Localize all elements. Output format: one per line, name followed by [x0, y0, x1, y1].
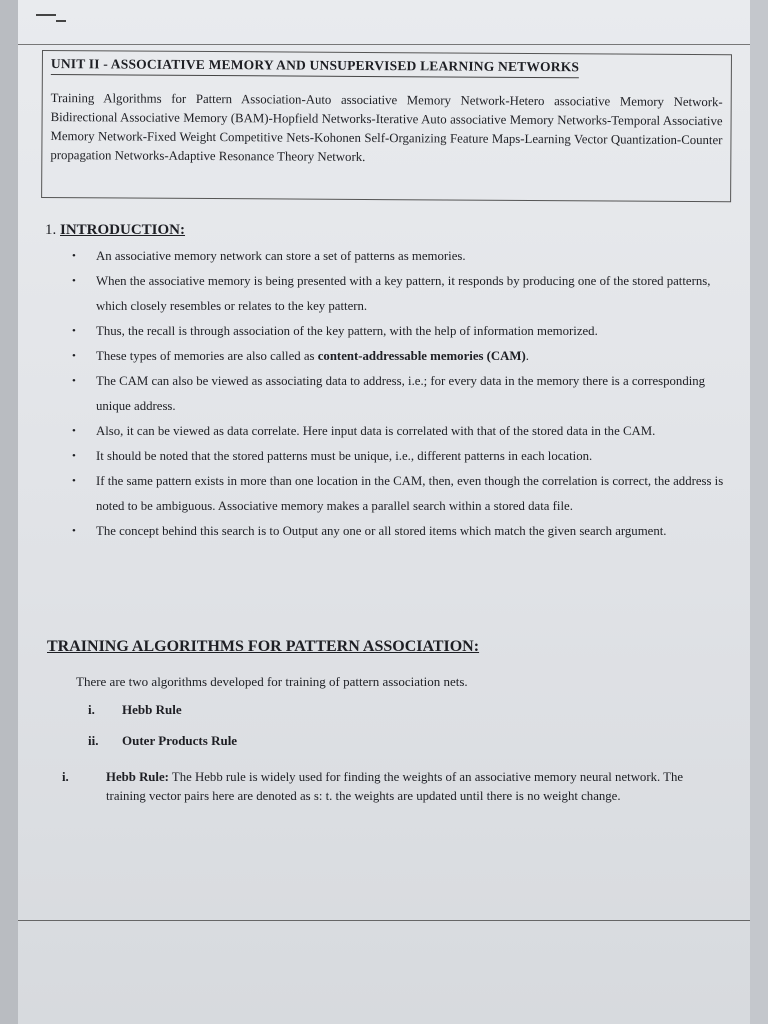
hebb-rule-text: The Hebb rule is widely used for finding the weights of an associative memory neural network. The training vector pairs here are denoted as s: t. the weights are updated until there is no weight change.: [106, 770, 684, 803]
bullet-text: Also, it can be viewed as data correlate. Here input data is correlated with that of the stored data in the CAM.: [96, 424, 656, 438]
bullet-text: Thus, the recall is through association of the key pattern, with the help of information memorized.: [96, 324, 598, 338]
list-item: [72, 344, 728, 369]
document-page: [18, 0, 750, 1024]
page-border-top: [18, 44, 750, 45]
unit-title: UNIT II - ASSOCIATIVE MEMORY AND UNSUPERVISED LEARNING NETWORKS: [51, 56, 579, 78]
list-item: [88, 702, 237, 733]
bullet-icon: •: [72, 350, 76, 362]
hebb-rule-label: Hebb Rule:: [106, 770, 169, 784]
cam-term: content-addressable memories (CAM): [317, 349, 526, 363]
bullet-text: An associative memory network can store a set of patterns as memories.: [96, 249, 466, 263]
bullet-icon: •: [72, 275, 76, 287]
bullet-text-pre: These types of memories are also called as: [96, 349, 318, 363]
hebb-rule-body: [106, 768, 726, 806]
hebb-rule-paragraph: [62, 768, 726, 806]
section-number: 1.: [45, 222, 57, 238]
bullet-icon: •: [72, 525, 76, 537]
unit-syllabus-text: Training Algorithms for Pattern Association-Auto associative Memory Network-Hetero associative Memory Network-Bidirectional Associative Memory (BAM)-Hopfield Networks-Iterative Auto associative Memory Networks-Temporal Associative Memory Network-Fixed Weight Competitive Nets-Kohonen Self-Organizing Feature Maps-Learning Vector Quantization-Counter propagation Networks-Adaptive Resonance Theory Network.: [50, 91, 723, 164]
list-item: [72, 369, 728, 419]
list-item: [72, 444, 728, 469]
pen-mark: [56, 20, 66, 22]
list-item: [72, 469, 728, 519]
roman-numeral: i.: [88, 702, 95, 717]
bullet-text: If the same pattern exists in more than one location in the CAM, then, even though the correlation is correct, the address is noted to be ambiguous. Associative memory makes a parallel search within a stored data file.: [96, 474, 724, 513]
syllabus-box: [41, 50, 732, 202]
bullet-icon: •: [72, 425, 76, 437]
training-algorithms-heading: TRAINING ALGORITHMS FOR PATTERN ASSOCIATION:: [47, 638, 480, 655]
roman-numeral: ii.: [88, 733, 99, 748]
algorithm-name: Hebb Rule: [122, 702, 182, 717]
bullet-text: It should be noted that the stored patterns must be unique, i.e., different patterns in each location.: [96, 449, 593, 463]
bullet-text: The CAM can also be viewed as associating data to address, i.e.; for every data in the memory there is a corresponding unique address.: [96, 374, 706, 413]
algorithm-name: Outer Products Rule: [122, 733, 238, 748]
page-border-bottom: [18, 920, 750, 921]
list-item: [88, 733, 237, 764]
algorithm-list: [88, 702, 237, 764]
list-item: [72, 319, 728, 344]
training-intro-text: There are two algorithms developed for training of pattern association nets.: [76, 674, 468, 689]
page-left-edge: [0, 0, 18, 1024]
roman-numeral: i.: [62, 770, 69, 784]
page-right-edge: [750, 0, 768, 1024]
pen-mark: [36, 14, 56, 16]
bullet-icon: •: [72, 450, 76, 462]
bullet-icon: •: [72, 250, 76, 262]
list-item: [72, 269, 728, 319]
introduction-heading: [45, 222, 185, 239]
bullet-icon: •: [72, 475, 76, 487]
bullet-text: When the associative memory is being presented with a key pattern, it responds by producing one of the stored patterns, which closely resembles or relates to the key pattern.: [96, 274, 711, 313]
bullet-text: The concept behind this search is to Output any one or all stored items which match the given search argument.: [96, 524, 667, 538]
bullet-text-post: .: [525, 349, 529, 363]
bullet-icon: •: [72, 375, 76, 387]
list-item: [72, 519, 728, 544]
list-item: [72, 244, 728, 269]
list-item: [72, 419, 728, 444]
bullet-icon: •: [72, 325, 76, 337]
section-title: INTRODUCTION:: [60, 222, 186, 238]
introduction-bullet-list: [72, 244, 728, 544]
